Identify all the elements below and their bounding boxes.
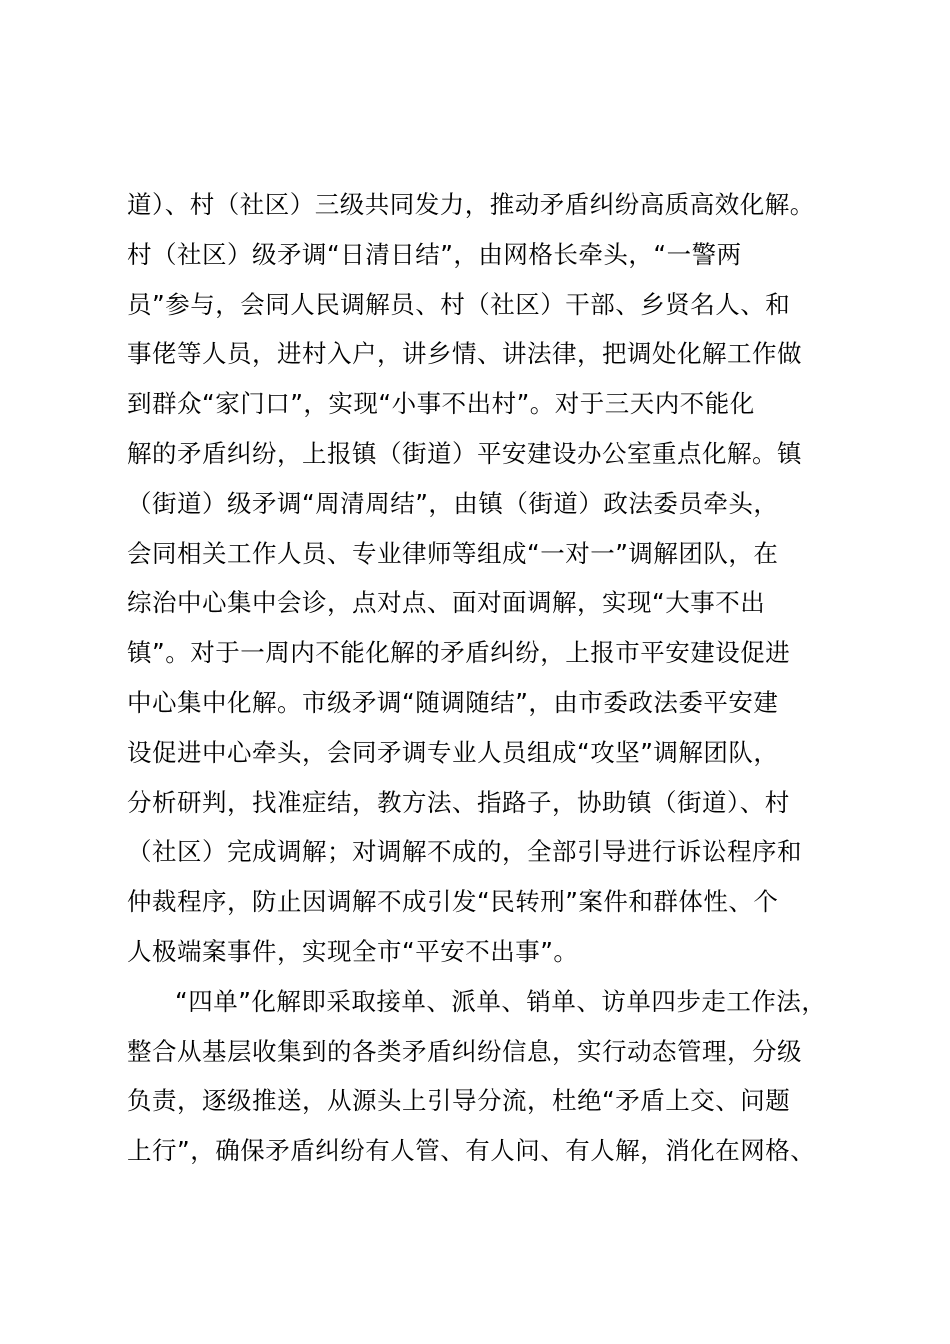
- body-text: [127, 180, 847, 1176]
- text-line: （街道）级矛调“周清周结”，由镇（街道）政法委员牵头，: [127, 488, 779, 518]
- text-line: 人极端案事件，实现全市“平安不出事”。: [127, 936, 579, 966]
- text-line: 仲裁程序，防止因调解不成引发“民转刑”案件和群体性、个: [127, 887, 779, 917]
- text-line: 镇”。对于一周内不能化解的矛盾纠纷，上报市平安建设促进: [127, 638, 791, 668]
- text-line: 到群众“家门口”，实现“小事不出村”。对于三天内不能化: [127, 389, 755, 419]
- text-line: 村（社区）级矛调“日清日结”，由网格长牵头，“一警两: [127, 239, 742, 269]
- text-line: 负责，逐级推送，从源头上引导分流，杜绝“矛盾上交、问题: [127, 1086, 791, 1116]
- text-line: 综治中心集中会诊，点对点、面对面调解，实现“大事不出: [127, 588, 766, 618]
- text-line: 员”参与，会同人民调解员、村（社区）干部、乡贤名人、和: [127, 289, 791, 319]
- text-line: （社区）完成调解；对调解不成的，全部引导进行诉讼程序和: [127, 837, 802, 867]
- text-line: 上行”，确保矛盾纠纷有人管、有人问、有人解，消化在网格、: [127, 1136, 816, 1166]
- text-line: 整合从基层收集到的各类矛盾纠纷信息，实行动态管理，分级: [127, 1036, 802, 1066]
- text-line: 会同相关工作人员、专业律师等组成“一对一”调解团队，在: [127, 538, 779, 568]
- text-line: 设促进中心牵头，会同矛调专业人员组成“攻坚”调解团队，: [127, 737, 779, 767]
- text-line: 中心集中化解。市级矛调“随调随结”，由市委政法委平安建: [127, 687, 779, 717]
- text-line: 解的矛盾纠纷，上报镇（街道）平安建设办公室重点化解。镇: [127, 438, 802, 468]
- text-line: 事佬等人员，进村入户，讲乡情、讲法律，把调处化解工作做: [127, 339, 802, 369]
- text-line: 道）、村（社区）三级共同发力，推动矛盾纠纷高质高效化解。: [127, 190, 815, 219]
- text-line: 分析研判，找准症结，教方法、指路子，协助镇（街道）、村: [127, 787, 790, 817]
- paragraph-start-line: “四单”化解即采取接单、派单、销单、访单四步走工作法，: [175, 986, 827, 1016]
